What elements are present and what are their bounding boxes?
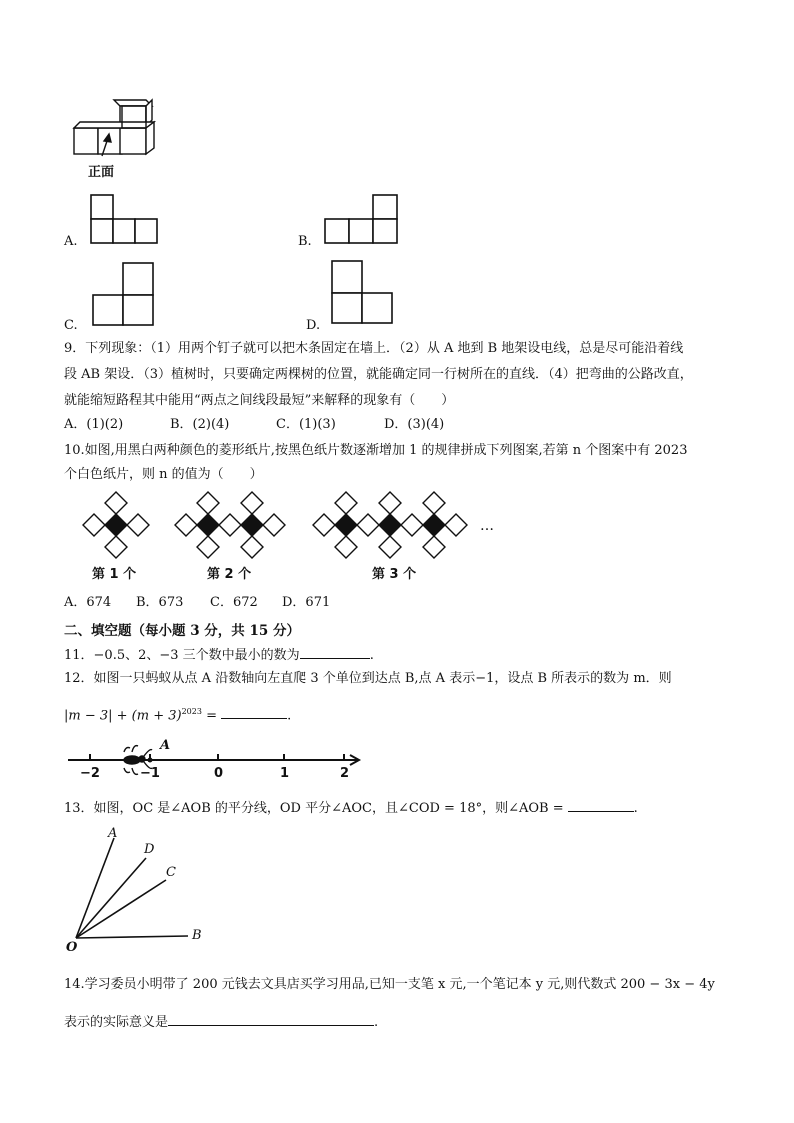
q13-end: . bbox=[633, 801, 638, 816]
q14-answer-blank[interactable] bbox=[168, 1012, 374, 1026]
q10-option-b: B．673 bbox=[136, 595, 184, 610]
white-rhombus bbox=[335, 492, 357, 514]
tick-label-neg1: −1 bbox=[140, 766, 160, 781]
white-rhombus bbox=[357, 514, 379, 536]
q14-line2 bbox=[64, 1012, 378, 1032]
rhombus-pattern-figure bbox=[78, 494, 498, 556]
q8-option-c-view bbox=[92, 262, 158, 328]
q9-option-b: B．(2)(4) bbox=[170, 417, 230, 432]
cube-solid-figure bbox=[66, 98, 166, 160]
white-rhombus bbox=[241, 492, 263, 514]
q13-answer-blank[interactable] bbox=[568, 798, 634, 812]
white-rhombus bbox=[423, 536, 445, 558]
black-rhombus bbox=[241, 514, 263, 536]
white-rhombus bbox=[423, 492, 445, 514]
q10-text-line2: 个白色纸片，则 n 的值为（ ） bbox=[64, 467, 263, 482]
white-rhombus bbox=[263, 514, 285, 536]
q11-text: 11．−0.5、2、−3 三个数中最小的数为 bbox=[64, 648, 300, 663]
black-rhombus bbox=[105, 514, 127, 536]
q9-text-line3: 就能缩短路程其中能用“两点之间线段最短”来解释的现象有（ ） bbox=[64, 393, 455, 408]
q8-option-b-view bbox=[324, 194, 404, 246]
point-label-a: A bbox=[108, 826, 118, 841]
q9-option-d: D．(3)(4) bbox=[384, 417, 445, 432]
white-rhombus bbox=[241, 536, 263, 558]
front-view-label: 正面 bbox=[88, 165, 115, 180]
q14-text-line2: 表示的实际意义是 bbox=[64, 1015, 169, 1030]
q8-option-c-label: C. bbox=[64, 318, 78, 333]
q10-option-a: A．674 bbox=[64, 595, 112, 610]
q12-end: . bbox=[287, 708, 292, 724]
white-rhombus bbox=[219, 514, 241, 536]
tick-label-2: 2 bbox=[340, 766, 350, 781]
q12-exponent: 2023 bbox=[181, 707, 202, 716]
tick-label-1: 1 bbox=[280, 766, 290, 781]
point-label-c: C bbox=[166, 865, 176, 880]
section-2-heading: 二、填空题（每小题 3 分，共 15 分） bbox=[64, 623, 300, 639]
q8-option-a-label: A. bbox=[64, 234, 78, 249]
q10-text-line1: 10.如图,用黑白两种颜色的菱形纸片,按黑色纸片数逐渐增加 1 的规律拼成下列图案,若第 n 个图案中有 2023 bbox=[64, 443, 688, 458]
pattern-ellipsis: … bbox=[480, 518, 494, 534]
point-label-d: D bbox=[144, 842, 155, 857]
white-rhombus bbox=[197, 492, 219, 514]
q9-option-c: C．(1)(3) bbox=[276, 417, 336, 432]
white-rhombus bbox=[197, 536, 219, 558]
white-rhombus bbox=[83, 514, 105, 536]
black-rhombus bbox=[423, 514, 445, 536]
q9-text-line1: 9．下列现象：（1）用两个钉子就可以把木条固定在墙上．（2）从 A 地到 B 地架设电线，总是尽可能沿着线 bbox=[64, 341, 684, 356]
q11-end: . bbox=[369, 648, 374, 663]
pattern-label-2: 第 2 个 bbox=[207, 567, 252, 582]
tick-label-0: 0 bbox=[214, 766, 224, 781]
q11-line bbox=[64, 645, 374, 665]
black-rhombus bbox=[335, 514, 357, 536]
pattern-label-3: 第 3 个 bbox=[372, 567, 417, 582]
q8-option-b-label: B. bbox=[298, 234, 312, 249]
q13-line bbox=[64, 798, 638, 818]
q8-option-a-view bbox=[90, 194, 160, 246]
point-a-label: A bbox=[160, 738, 171, 753]
q10-option-c: C．672 bbox=[210, 595, 258, 610]
q14-end: . bbox=[374, 1015, 379, 1030]
white-rhombus bbox=[127, 514, 149, 536]
tick-label-neg2: −2 bbox=[80, 766, 100, 781]
q11-answer-blank[interactable] bbox=[300, 645, 370, 659]
q8-option-d-label: D. bbox=[306, 318, 321, 333]
q12-expression-line bbox=[64, 703, 291, 725]
q14-text-line1: 14.学习委员小明带了 200 元钱去文具店买学习用品,已知一支笔 x 元,一个笔记本 y 元,则代数式 200 − 3x − 4y bbox=[64, 977, 715, 992]
white-rhombus bbox=[379, 492, 401, 514]
q9-option-a: A．(1)(2) bbox=[64, 417, 124, 432]
white-rhombus bbox=[313, 514, 335, 536]
q12-text-line1: 12．如图一只蚂蚁从点 A 沿数轴向左直爬 3 个单位到达点 B,点 A 表示−1，设点 B 所表示的数为 m．则 bbox=[64, 671, 672, 686]
q9-text-line2: 段 AB 架设．（3）植树时，只要确定两棵树的位置，就能确定同一行树所在的直线．（4）把弯曲的公路改直， bbox=[64, 367, 693, 382]
white-rhombus bbox=[445, 514, 467, 536]
white-rhombus bbox=[105, 492, 127, 514]
black-rhombus bbox=[379, 514, 401, 536]
white-rhombus bbox=[335, 536, 357, 558]
q12-equals: = bbox=[201, 708, 222, 724]
q12-expression: |m − 3| + (m + 3) bbox=[64, 708, 182, 724]
q10-option-d: D．671 bbox=[282, 595, 331, 610]
white-rhombus bbox=[105, 536, 127, 558]
angle-figure bbox=[70, 828, 210, 950]
white-rhombus bbox=[175, 514, 197, 536]
black-rhombus bbox=[197, 514, 219, 536]
pattern-label-1: 第 1 个 bbox=[92, 567, 137, 582]
white-rhombus bbox=[379, 536, 401, 558]
point-label-o: O bbox=[66, 940, 78, 955]
point-label-b: B bbox=[192, 928, 202, 943]
q13-text: 13．如图，OC 是∠AOB 的平分线，OD 平分∠AOC，且∠COD = 18°，则∠AOB = bbox=[64, 801, 564, 816]
q12-answer-blank[interactable] bbox=[221, 705, 287, 719]
white-rhombus bbox=[401, 514, 423, 536]
q8-option-d-view bbox=[331, 260, 397, 326]
